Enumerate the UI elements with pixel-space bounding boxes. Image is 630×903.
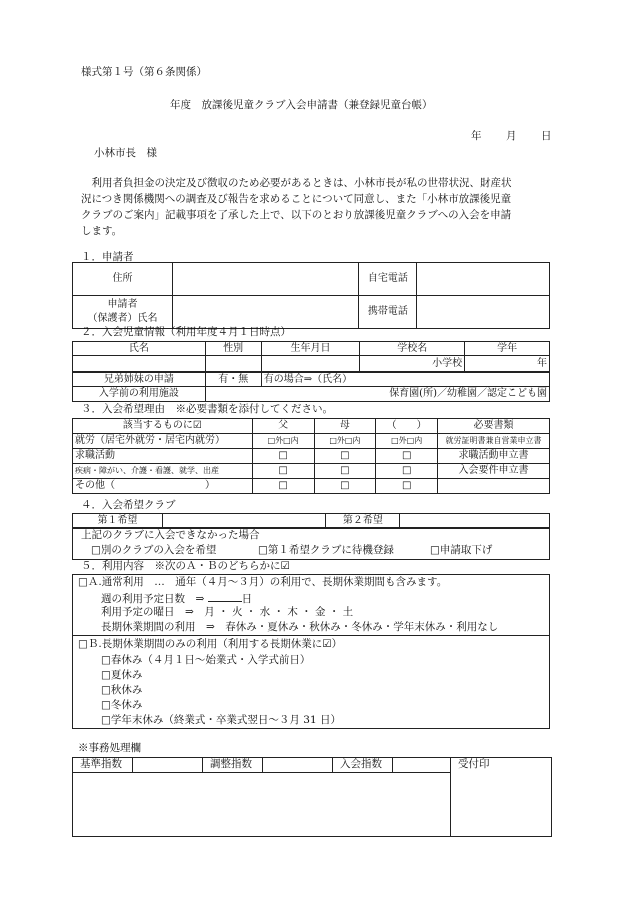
receipt-stamp-label: 受付印 [458, 758, 490, 770]
sibling-if-label: 有の場合⇒（氏名） [263, 373, 353, 385]
vacation-checkbox[interactable]: □学年末休み（終業式・卒業式翌日～３月 31 日） [101, 714, 341, 726]
col-other: （ ） [376, 419, 438, 434]
divider [72, 772, 450, 773]
weekly-days-row [101, 592, 252, 605]
reason-label: 就労（居宅外就労・居宅内就労） [73, 434, 253, 449]
address-field[interactable] [172, 263, 358, 296]
home-phone-label: 自宅電話 [359, 263, 417, 296]
base-index-label: 基準指数 [80, 758, 122, 770]
form-title: 年度 放課後児童クラブ入会申請書（兼登録児童台帳） [170, 99, 433, 111]
grade-field[interactable] [465, 356, 550, 372]
table-row [73, 434, 550, 449]
adjust-index-label: 調整指数 [210, 758, 252, 770]
table-row [73, 479, 550, 494]
second-choice-field[interactable] [400, 514, 550, 528]
option-a-title[interactable]: □Ａ.通常利用 … 通年（４月～３月）の利用で、長期休業期間も含みます。 [78, 576, 448, 588]
vacation-checkbox[interactable]: □冬休み [101, 699, 143, 711]
date-day: 日 [541, 130, 552, 142]
required-doc: 求職活動申立書 [438, 449, 550, 464]
father-checkbox[interactable]: □ [252, 464, 314, 479]
other-checkbox[interactable]: □ [376, 464, 438, 479]
col-docs: 必要書類 [438, 419, 550, 434]
col-child-name: 氏名 [73, 342, 206, 356]
sibling-label: 兄弟姉妹の申請 [73, 373, 206, 387]
applicant-table [72, 262, 550, 329]
table-row [73, 464, 550, 479]
divider [202, 757, 203, 772]
birthdate-field[interactable] [261, 356, 360, 372]
entry-index-field[interactable] [393, 758, 449, 771]
weekly-days-suffix: 日 [241, 593, 253, 605]
fallback-option-other-club[interactable]: □別のクラブの入会を希望 [91, 544, 217, 556]
long-vacation-options[interactable]: 長期休業期間の利用 ⇒ 春休み・夏休み・秋休み・冬休み・学年末休み・利用なし [101, 621, 499, 633]
col-mother: 母 [314, 419, 376, 434]
fallback-option-waitlist[interactable]: □第１希望クラブに待機登録 [258, 544, 394, 556]
child-name-field[interactable] [73, 356, 206, 372]
addressee: 小林市長 様 [94, 147, 157, 159]
intro-paragraph [81, 175, 549, 239]
intro-line: 利用者負担金の決定及び徴収のため必要があるときは、小林市長が私の世帯状況、財産状 [81, 177, 512, 189]
weekly-days-label: 週の利用予定日数 ⇒ [101, 593, 205, 605]
vacation-checkbox[interactable]: □夏休み [101, 669, 143, 681]
sibling-table [72, 372, 550, 402]
fallback-label: 上記のクラブに入会できなかった場合 [81, 529, 260, 541]
mother-checkbox[interactable]: □ [314, 479, 376, 494]
applicant-label-line1: 申請者 [107, 299, 138, 310]
col-father: 父 [252, 419, 314, 434]
reason-label: 求職活動 [73, 449, 253, 464]
sex-field[interactable] [205, 356, 261, 372]
reason-label: その他（ ） [73, 479, 253, 494]
divider [332, 757, 333, 772]
required-doc [438, 479, 550, 494]
date-year: 年 [471, 130, 482, 142]
col-school: 学校名 [360, 342, 465, 356]
mother-checkbox[interactable]: □ [314, 449, 376, 464]
father-checkbox[interactable]: □外□内 [252, 434, 314, 449]
form-number: 様式第１号（第６条関係） [81, 66, 207, 78]
weekly-days-field[interactable] [208, 592, 242, 602]
entry-index-label: 入会指数 [340, 758, 382, 770]
first-choice-field[interactable] [162, 514, 326, 528]
sibling-options[interactable]: 有・無 [205, 373, 261, 387]
other-checkbox[interactable]: □外□内 [376, 434, 438, 449]
applicant-name-label [73, 296, 173, 329]
prior-facility-options[interactable]: 保育園(所)／幼稚園／認定こども園 [205, 387, 549, 402]
mobile-phone-field[interactable] [417, 296, 550, 329]
required-doc: 入会要件申立書 [438, 464, 550, 479]
applicant-name-field[interactable] [172, 296, 358, 329]
prior-facility-label: 入学前の利用施設 [73, 387, 206, 402]
mother-checkbox[interactable]: □ [314, 464, 376, 479]
second-choice-label: 第２希望 [326, 514, 400, 528]
other-checkbox[interactable]: □ [376, 449, 438, 464]
school-suffix: 小学校 [432, 357, 463, 369]
child-info-table [72, 341, 550, 372]
applicant-label-line2: （保護者）氏名 [87, 313, 158, 324]
grade-suffix: 年 [537, 357, 547, 369]
section-5-heading: ５．利用内容 ※次のＡ・Ｂのどちらかに☑ [81, 560, 290, 572]
adjust-index-field[interactable] [263, 758, 331, 771]
school-field[interactable] [360, 356, 465, 372]
option-b-title[interactable]: □Ｂ.長期休業期間のみの利用（利用する長期休業に☑） [78, 638, 343, 650]
father-checkbox[interactable]: □ [252, 479, 314, 494]
col-sex: 性別 [205, 342, 261, 356]
base-index-field[interactable] [133, 758, 201, 771]
fallback-option-withdraw[interactable]: □申請取下げ [430, 544, 493, 556]
reason-label: 疾病・障がい、介護・看護、就学、出産 [73, 464, 253, 479]
section-3-heading: ３．入会希望理由 ※必要書類を添付してください。 [81, 403, 333, 415]
other-checkbox[interactable]: □ [376, 479, 438, 494]
father-checkbox[interactable]: □ [252, 449, 314, 464]
section-1-heading: １．申請者 [81, 251, 134, 263]
intro-line: します。 [81, 225, 123, 237]
intro-line: クラブのご案内」記載事項を了承した上で、以下のとおり放課後児童クラブへの入会を申請 [81, 209, 512, 221]
intro-line: 況につき関係機関への調査及び報告を求めることについて同意し、また「小林市放課後児童 [81, 193, 512, 205]
vacation-checkbox[interactable]: □春休み（４月１日～始業式・入学式前日） [101, 654, 311, 666]
date-month: 月 [506, 130, 517, 142]
table-row [73, 449, 550, 464]
office-use-heading: ※事務処理欄 [78, 742, 141, 754]
col-reason: 該当するものに☑ [73, 419, 253, 434]
reason-table [72, 418, 550, 494]
section-2-heading: ２．入会児童情報（利用年度４月１日時点） [81, 326, 291, 338]
required-doc: 就労証明書兼自営業申立書 [438, 434, 550, 449]
first-choice-label: 第１希望 [73, 514, 163, 528]
sibling-name-field[interactable] [261, 373, 549, 387]
col-grade: 学年 [465, 342, 550, 356]
col-birthdate: 生年月日 [261, 342, 360, 356]
divider [450, 757, 451, 836]
vacation-checkbox[interactable]: □秋休み [101, 684, 143, 696]
section-4-heading: ４．入会希望クラブ [81, 499, 176, 511]
mother-checkbox[interactable]: □外□内 [314, 434, 376, 449]
address-label: 住所 [73, 263, 173, 296]
club-table [72, 513, 550, 528]
weekday-options[interactable]: 利用予定の曜日 ⇒ 月 ・ 火 ・ 水 ・ 木 ・ 金 ・ 土 [101, 606, 354, 618]
home-phone-field[interactable] [417, 263, 550, 296]
mobile-phone-label: 携帯電話 [359, 296, 417, 329]
